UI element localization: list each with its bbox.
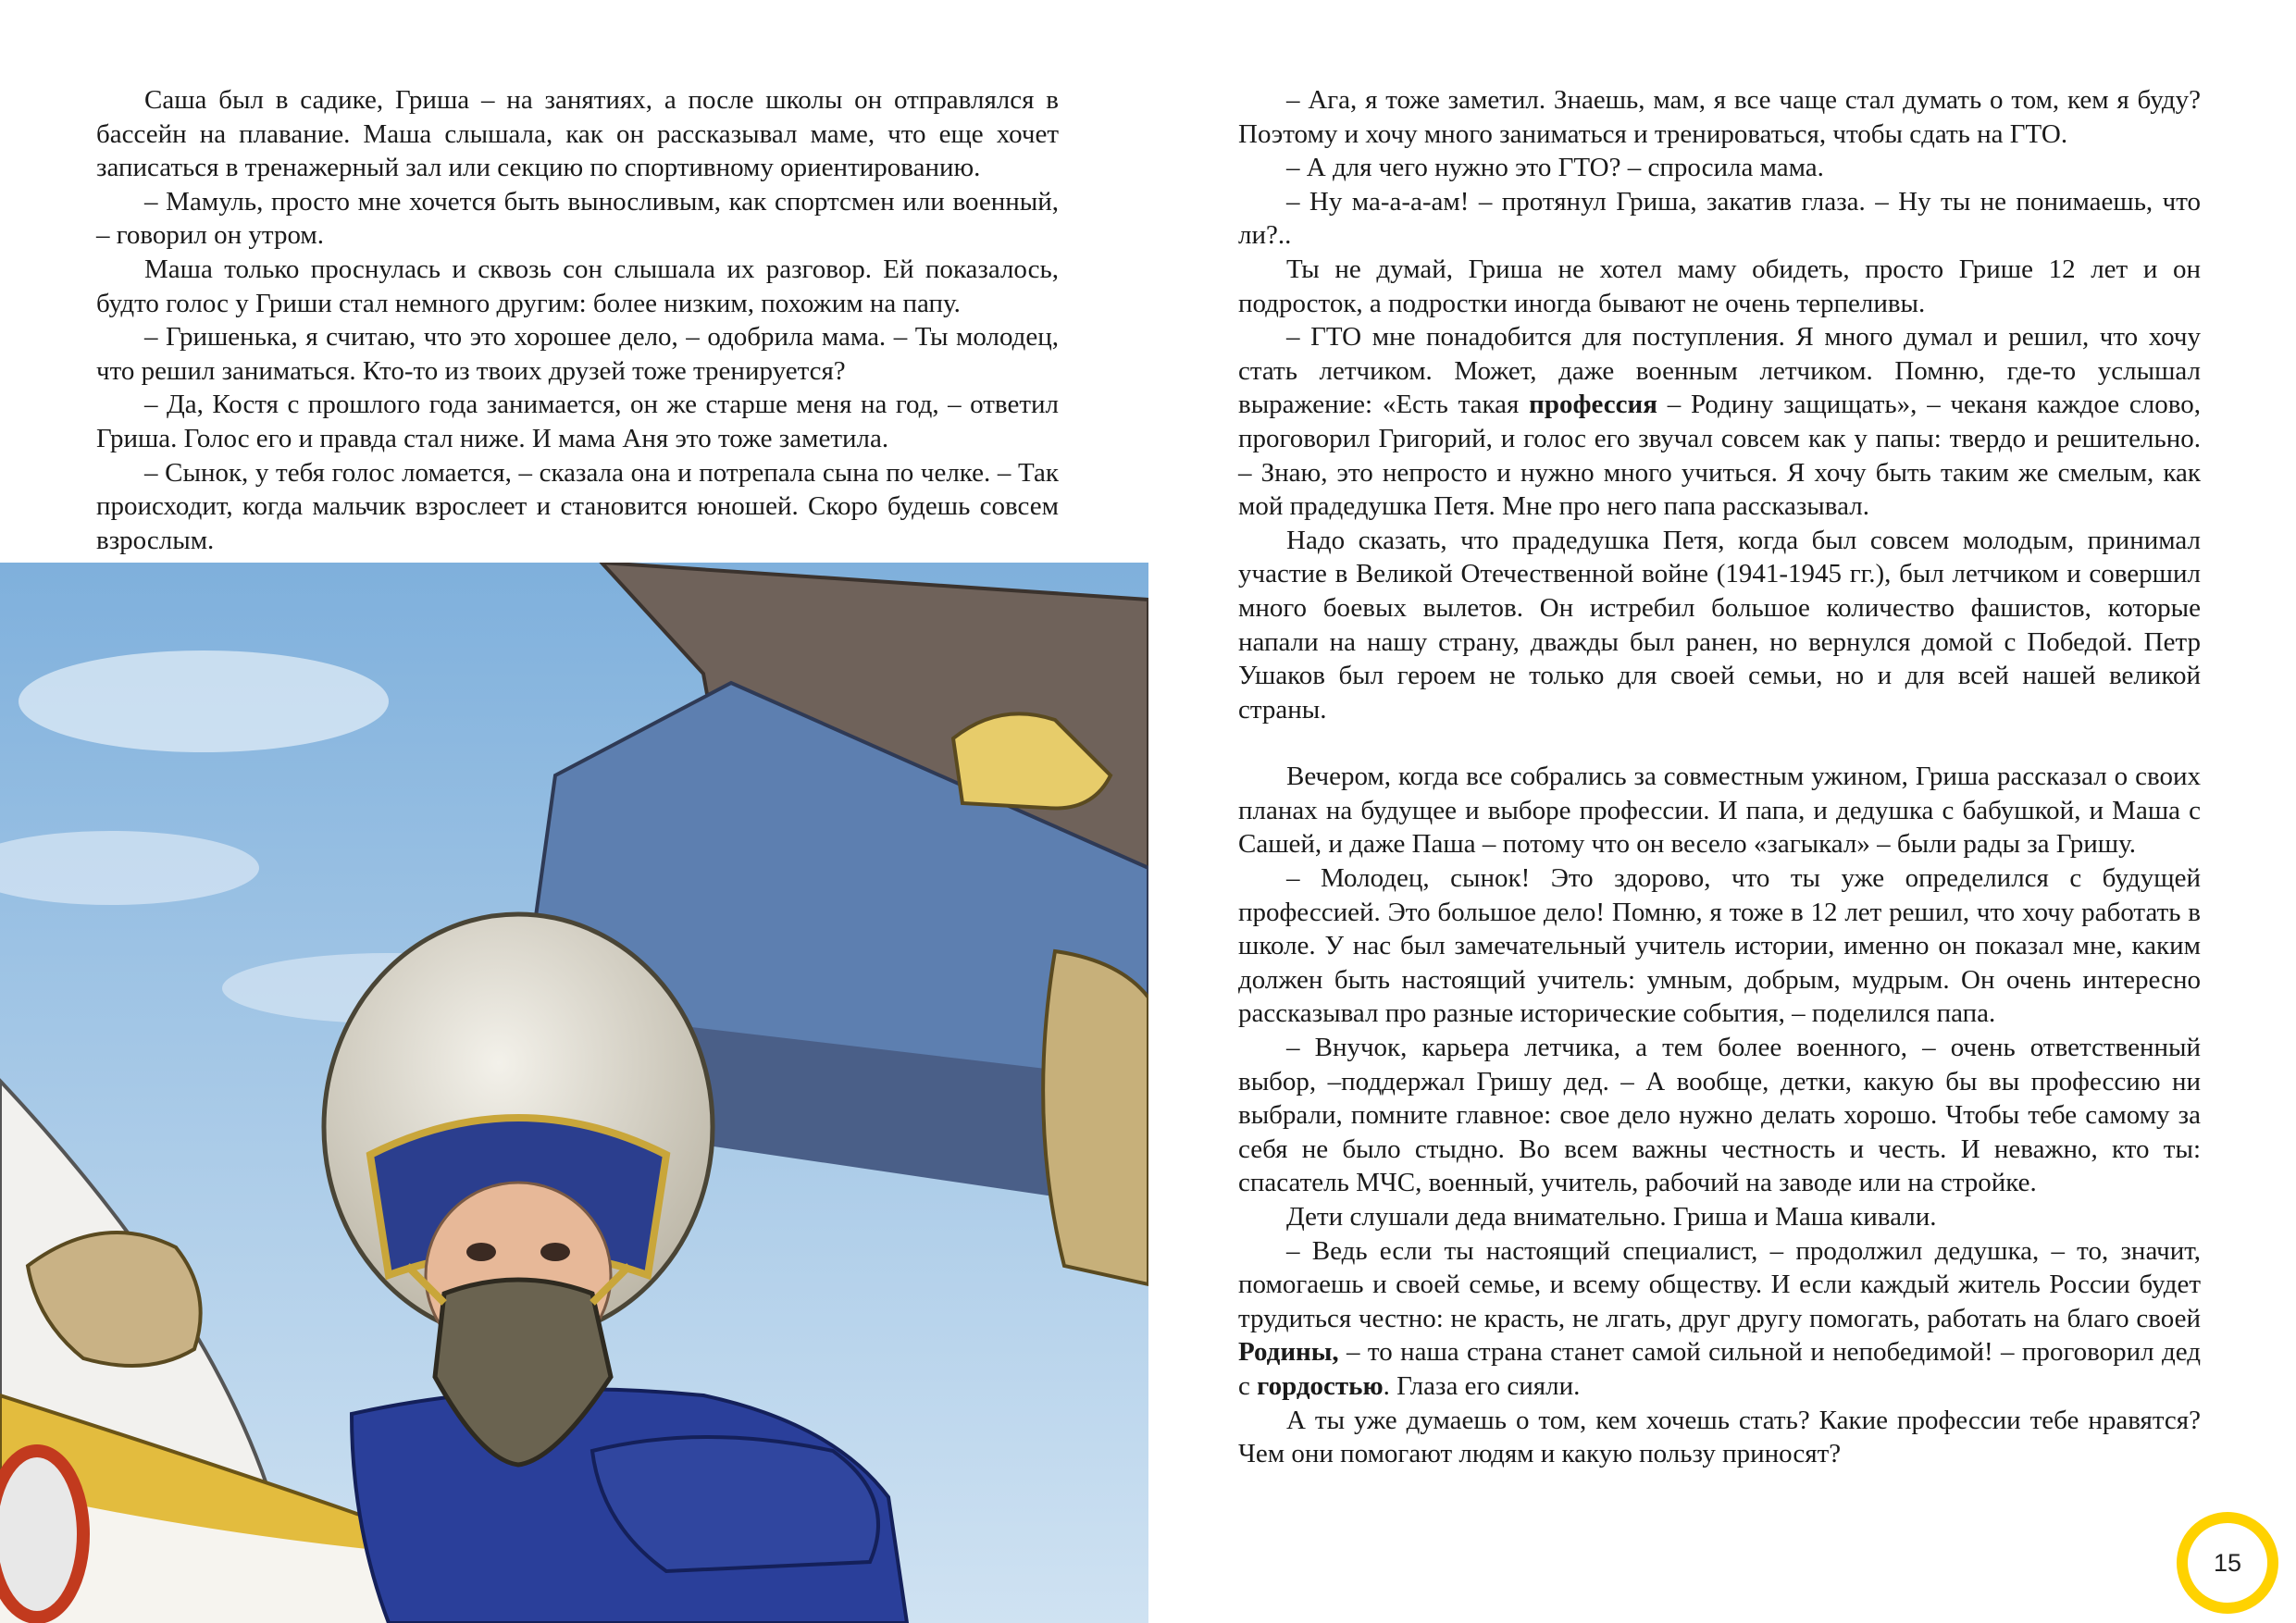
paragraph: Дети слушали деда внимательно. Гриша и Маша кивали. xyxy=(1286,1202,1937,1232)
paragraph: – Ну ма-а-а-ам! – протянул Гриша, закатив глаза. – Ну ты не понимаешь, что ли?.. xyxy=(1238,186,2201,251)
paragraph: – Молодец, сынок! Это здорово, что ты уже определился с будущей профессией. Это большое дело! Помню, я тоже в 12 лет решил, что хочу работать в школе. У нас был замечательный учитель истории, именно он показал мне, каким должен быть настоящий учитель: умным, добрым, мудрым. Он очень интересно рассказывал про разные исторические события, – поделился папа. xyxy=(1238,863,2201,1029)
seat-headrest xyxy=(1043,951,1148,1284)
pilot-eye xyxy=(540,1243,570,1261)
paragraph: – Внучок, карьера летчика, а тем более военного, – очень ответственный выбор, –поддержал Гришу дед. – А вообще, детки, какую бы вы профессию ни выбрали, помните главное: свое дело нужно делать хорошо. Чтобы тебе самому за себя не было стыдно. Во всем важны честность и честь. И неважно, кто ты: спасатель МЧС, военный, учитель, рабочий на заводе или на стройке. xyxy=(1238,1033,2201,1198)
paragraph: Маша только проснулась и сквозь сон слышала их разговор. Ей показалось, будто голос у Гриши стал немного другим: более низким, похожим на папу. xyxy=(96,254,1059,318)
paragraph xyxy=(1238,1234,2201,1404)
pilot-illustration xyxy=(0,563,1148,1623)
right-text-column xyxy=(1238,83,2201,1471)
bold-word-profession: профессия xyxy=(1529,390,1657,420)
left-text-column xyxy=(96,83,1059,557)
bold-word-pride: гордостью xyxy=(1257,1370,1384,1401)
text-run: – Ведь если ты настоящий специалист, – продолжил дедушка, – то, значит, помогаешь и своей семье, и всему обществу. И если каждый житель России будет трудиться честно: не красть, не лгать, друг другу помогать, работать на благо своей xyxy=(1238,1235,2201,1333)
cloud xyxy=(19,650,389,752)
pilot-eye xyxy=(466,1243,496,1261)
text-run: – Родину защищать», – чеканя каждое слово, проговорил Григорий, и голос его звучал совсем как у папы: твердо и решительно. – Знаю, это непросто и нужно много учиться. Я хочу быть таким же смелым, как мой прадедушка Петя. Мне про него папа рассказывал. xyxy=(1238,390,2201,522)
bold-word-motherland: Родины, xyxy=(1238,1337,1339,1368)
paragraph: А ты уже думаешь о том, кем хочешь стать? Какие профессии тебе нравятся? Чем они помогают людям и какую пользу приносят? xyxy=(1238,1405,2201,1469)
paragraph: Вечером, когда все собрались за совместным ужином, Гриша рассказал о своих планах на будущее и выборе профессии. И папа, и дедушка с бабушкой, и Маша с Сашей, и даже Паша – потому что он весело «загыкал» – были рады за Гришу. xyxy=(1238,762,2201,860)
paragraph: Надо сказать, что прадедушка Петя, когда был совсем молодым, принимал участие в Великой Отечественной войне (1941-1945 гг.), был летчиком и совершил много боевых вылетов. Он истребил большое количество фашистов, которые напали на нашу страну, дважды был ранен, но вернулся домой с Победой. Петр Ушаков был героем не только для своей семьи, но и для всей нашей великой страны. xyxy=(1238,525,2201,725)
paragraph: – А для чего нужно это ГТО? – спросила мама. xyxy=(1286,153,1824,183)
paragraph xyxy=(1238,320,2201,524)
page-number: 15 xyxy=(2213,1548,2242,1577)
paragraph: – Мамуль, просто мне хочется быть выносливым, как спортсмен или военный, – говорил он утром. xyxy=(96,186,1059,251)
text-run: – ГТО мне понадобится для поступления. Я много думал и решил, что хочу стать летчиком. Может, даже военным летчиком. Помню, где-то услышал выражение: «Есть такая xyxy=(1238,322,2201,420)
paragraph: – Да, Костя с прошлого года занимается, он же старше меня на год, – ответил Гриша. Голос его и правда стал ниже. И мама Аня это тоже заметила. xyxy=(96,390,1059,453)
text-run: – то наша страна станет самой сильной и непобедимой! – проговорил дед с xyxy=(1238,1337,2201,1401)
paragraph: – Ага, я тоже заметил. Знаешь, мам, я все чаще стал думать о том, кем я буду? Поэтому и хочу много заниматься и тренироваться, чтобы сдать на ГТО. xyxy=(1238,85,2201,149)
paragraph: – Гришенька, я считаю, что это хорошее дело, – одобрила мама. – Ты молодец, что решил заниматься. Кто-то из твоих друзей тоже тренируется? xyxy=(96,322,1059,386)
mirror xyxy=(0,1451,83,1617)
paragraph: – Сынок, у тебя голос ломается, – сказала она и потрепала сына по челке. – Так происходит, когда мальчик взрослеет и становится юношей. Скоро будешь совсем взрослым. xyxy=(96,457,1059,555)
text-run: . Глаза его сияли. xyxy=(1383,1370,1581,1401)
paragraph: Ты не думай, Гриша не хотел маму обидеть, просто Грише 12 лет и он подросток, а подростки иногда бывают не очень терпеливы. xyxy=(1238,254,2201,318)
page-number-badge xyxy=(2177,1512,2278,1614)
paragraph: Саша был в садике, Гриша – на занятиях, а после школы он отправлялся в бассейн на плавание. Маша слышала, как он рассказывал маме, что еще хочет записаться в тренажерный зал или секцию по спортивному ориентированию. xyxy=(96,85,1059,183)
